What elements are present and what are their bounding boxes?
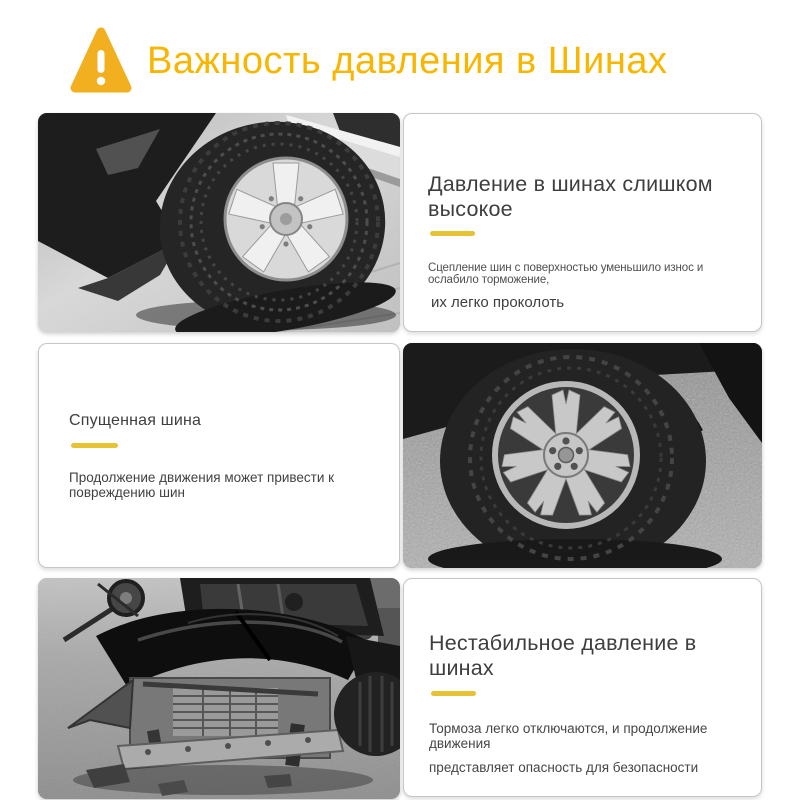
warning-triangle-icon: [70, 26, 132, 96]
section-body-line: Тормоза легко отключаются, и продолжение движения: [429, 721, 708, 751]
accent-underline: [71, 443, 118, 448]
exclamation-dot: [97, 77, 105, 85]
accent-underline: [430, 231, 475, 236]
page-title: Важность давления в Шинах: [147, 39, 668, 82]
section-body-line: Продолжение движения может привести к повреждению шин: [69, 470, 335, 500]
section-body-line: Сцепление шин с поверхностью уменьшило износ и ослабило торможение,: [428, 262, 704, 286]
section-body-line: представляет опасность для безопасности: [429, 760, 699, 775]
alloy-wheel-five-spoke: [225, 158, 347, 280]
photo-crashed-car: [38, 578, 400, 799]
section-heading: Спущенная шина: [69, 412, 202, 429]
exclamation-bar: [98, 50, 105, 73]
card-unstable-pressure: [403, 578, 762, 797]
accent-underline: [431, 691, 476, 696]
crushed-front-end: [118, 678, 343, 769]
card-flat-tire: [38, 343, 400, 568]
alloy-wheel-multi-spoke: [495, 384, 637, 526]
header: [70, 26, 667, 96]
photo-flat-tire-closeup: [38, 113, 400, 332]
section-body-line: их легко проколоть: [431, 294, 565, 311]
section-heading: Нестабильное давление в шинах: [429, 631, 697, 680]
section-heading: Давление в шинах слишком высокое: [428, 172, 713, 221]
photo-deflated-tire-gravel: [403, 343, 762, 568]
card-high-pressure: [403, 113, 762, 332]
